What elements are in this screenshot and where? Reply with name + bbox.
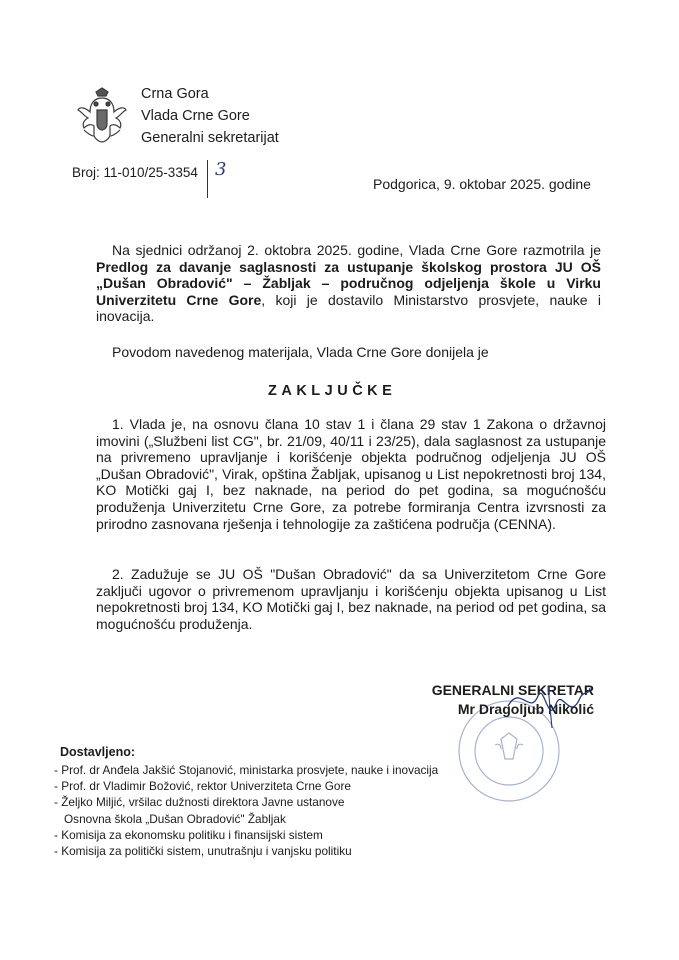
- intro-proposal-title: Predlog za davanje saglasnosti za ustupanje školskog prostora JU OŠ „Dušan Obradović" – Žabljak – područnog odjeljenja škole u Virku Univerzitetu Crne Gore: [96, 258, 601, 308]
- distribution-item: - Komisija za politički sistem, unutrašnju i vanjsku politiku: [54, 844, 352, 859]
- conclusion-2: 2. Zadužuje se JU OŠ "Dušan Obradović" da sa Univerzitetom Crne Gore zaključi ugovor o privremenom upravljanju i korišćenju objekta upisanog u List nepokretnosti broj 134, KO Motički gaj I, bez naknade, na period od pet godina, sa mogućnošću produženja.: [96, 566, 606, 632]
- header-government: Vlada Crne Gore: [141, 108, 250, 124]
- handwritten-signature-icon: [500, 676, 595, 736]
- intro-text-a: Na sjednici održanoj 2. oktobra 2025. godine, Vlada Crne Gore razmotrila je: [112, 242, 601, 258]
- distribution-list: [54, 762, 438, 859]
- document-date: Podgorica, 9. oktobar 2025. godine: [373, 176, 591, 192]
- distribution-item: - Komisija za ekonomsku politiku i finansijski sistem: [54, 827, 323, 842]
- distribution-item: Osnovna škola „Dušan Obradović" Žabljak: [64, 811, 286, 826]
- decision-intro: Povodom navedenog materijala, Vlada Crne Gore donijela je: [112, 344, 489, 360]
- distribution-item: - Prof. dr Anđela Jakšić Stojanović, ministarka prosvjete, nauke i inovacija: [54, 763, 439, 777]
- header-secretariat: Generalni sekretarijat: [141, 130, 279, 146]
- reference-handwritten-suffix: 3: [215, 159, 227, 180]
- intro-text-b: , koji je dostavilo Ministarstvo prosvjete, nauke i inovacija.: [96, 291, 601, 325]
- conclusions-heading: ZAKLJUČKE: [268, 383, 397, 399]
- distribution-item: - Željko Miljić, vršilac dužnosti direktora Javne ustanove: [54, 795, 345, 810]
- distribution-item: - Prof. dr Vladimir Božović, rektor Univerziteta Crne Gore: [54, 779, 351, 794]
- intro-paragraph: [96, 242, 601, 325]
- signatory-title: GENERALNI SEKRETAR: [431, 682, 594, 698]
- reference-number: Broj: 11-010/25-3354: [72, 165, 198, 180]
- montenegro-coat-of-arms-icon: [76, 86, 128, 144]
- header-country: Crna Gora: [141, 86, 209, 102]
- reference-divider: [207, 160, 208, 198]
- institution-header: [141, 83, 279, 149]
- distribution-title: Dostavljeno:: [60, 745, 136, 759]
- conclusion-1: 1. Vlada je, na osnovu člana 10 stav 1 i člana 29 stav 1 Zakona o državnoj imovini („Službeni list CG", br. 21/09, 40/11 i 23/25), dala saglasnost za ustupanje na privremeno upravljanje i korišćenje objekta područnog odjeljenja JU OŠ „Dušan Obradović", Virak, opština Žabljak, upisanog u List nepokretnosti broj 134, KO Motički gaj I, bez naknade, na period do pet godina, sa mogućnošću produženja Univerzitetu Crne Gore, za potrebe formiranja Centra izvrsnosti za prirodno zasnovana rješenja i tehnologije za zaštićena područja (CENNA).: [96, 416, 606, 532]
- signatory-name: Mr Dragoljub Nikolić: [457, 701, 594, 717]
